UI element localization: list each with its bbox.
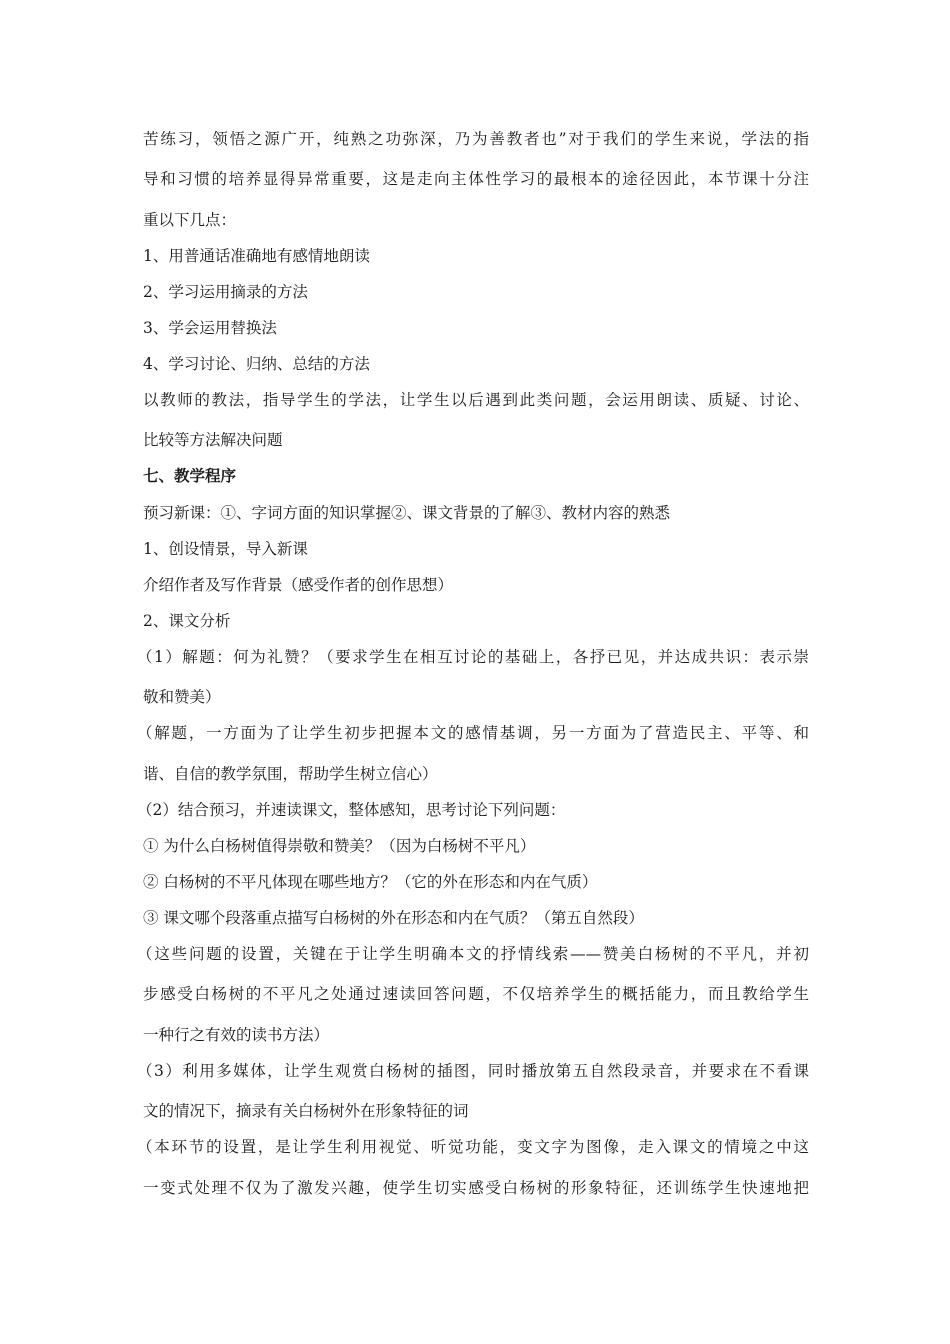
list-item: ① 为什么白杨树值得崇敬和赞美？（因为白杨树不平凡） — [143, 837, 536, 855]
list-item: ② 白杨树的不平凡体现在哪些地方？（它的外在形态和内在气质） — [143, 873, 598, 891]
list-item: 2、学习运用摘录的方法 — [143, 283, 308, 301]
paragraph-line: 以教师的教法，指导学生的学法，让学生以后遇到此类问题，会运用朗读、质疑、讨论、 — [143, 391, 809, 409]
paragraph-line: （2）结合预习，并速读课文，整体感知，思考讨论下列问题： — [137, 801, 566, 819]
paragraph-line: 导和习惯的培养显得异常重要，这是走向主体性学习的最根本的途径因此，本节课十分注 — [143, 170, 809, 188]
paragraph-line: （这些问题的设置，关键在于让学生明确本文的抒情线索——赞美白杨树的不平凡，并初 — [137, 945, 809, 963]
paragraph-line: （3）利用多媒体，让学生观赏白杨树的插图，同时播放第五自然段录音，并要求在不看课 — [137, 1062, 809, 1080]
paragraph-line: （1）解题：何为礼赞？（要求学生在相互讨论的基础上，各抒已见，并达成共识：表示崇 — [137, 648, 809, 666]
paragraph-line: 步感受白杨树的不平凡之处通过速读回答问题，不仅培养学生的概括能力，而且教给学生 — [143, 985, 809, 1003]
paragraph-line: 重以下几点： — [143, 211, 237, 229]
paragraph-line: 苦练习，领悟之源广开，纯熟之功弥深，乃为善教者也”对于我们的学生来说，学法的指 — [143, 130, 809, 148]
list-item: ③ 课文哪个段落重点描写白杨树的外在形态和内在气质？（第五自然段） — [143, 909, 644, 927]
list-item: 1、创设情景，导入新课 — [143, 540, 308, 558]
section-heading: 七、教学程序 — [143, 467, 237, 485]
list-item: 3、学会运用替换法 — [143, 319, 277, 337]
paragraph-line: 文的情况下，摘录有关白杨树外在形象特征的词 — [143, 1102, 469, 1120]
list-item: 4、学习讨论、归纳、总结的方法 — [143, 355, 370, 373]
paragraph-line: 比较等方法解决问题 — [143, 431, 283, 449]
list-item: 1、用普通话准确地有感情地朗读 — [143, 247, 370, 265]
paragraph-line: 介绍作者及写作背景（感受作者的创作思想） — [143, 576, 454, 594]
paragraph-line: 谐、自信的教学氛围，帮助学生树立信心） — [143, 765, 438, 783]
paragraph-line: 一变式处理不仅为了激发兴趣，使学生切实感受白杨树的形象特征，还训练学生快速地把 — [143, 1179, 809, 1197]
list-item: 2、课文分析 — [143, 612, 231, 630]
paragraph-line: 一种行之有效的读书方法） — [143, 1026, 330, 1044]
paragraph-line: （本环节的设置，是让学生利用视觉、听觉功能，变文字为图像，走入课文的情境之中这 — [137, 1138, 809, 1156]
paragraph-line: 敬和赞美） — [143, 688, 221, 706]
paragraph-line: （解题，一方面为了让学生初步把握本文的感情基调，另一方面为了营造民主、平等、和 — [137, 724, 809, 742]
paragraph-line: 预习新课：①、字词方面的知识掌握②、课文背景的了解③、教材内容的熟悉 — [143, 504, 671, 522]
